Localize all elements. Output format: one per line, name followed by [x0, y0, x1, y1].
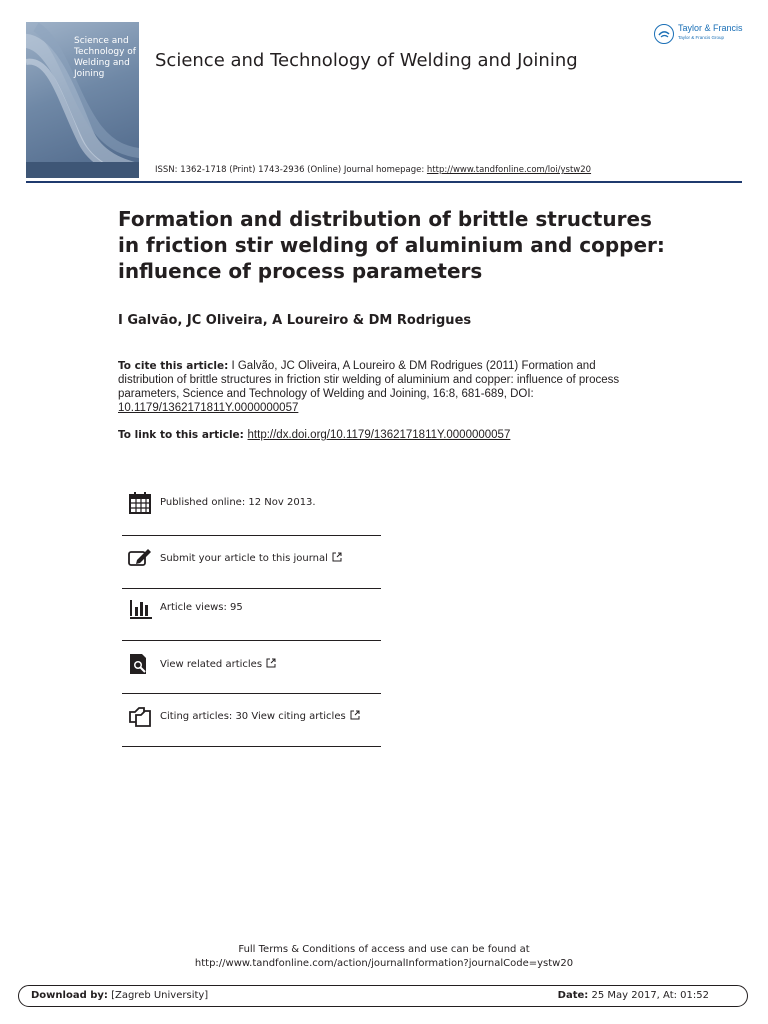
citation-block	[118, 359, 638, 415]
row-divider	[122, 746, 381, 747]
edit-icon	[128, 546, 152, 570]
citation-label: To cite this article:	[118, 360, 229, 372]
related-articles-row[interactable]	[122, 638, 381, 690]
download-date: Date: 25 May 2017, At: 01:52	[557, 990, 709, 1001]
article-title: Formation and distribution of brittle structures in friction stir welding of aluminium and copper: influence of process parameters	[118, 207, 665, 283]
article-link-label: To link to this article:	[118, 429, 248, 441]
cover-footer-strip	[26, 162, 139, 178]
submit-article-row[interactable]	[122, 532, 381, 584]
journal-title: Science and Technology of Welding and Joining	[155, 50, 578, 71]
article-link-block	[118, 429, 510, 441]
publisher-group: Taylor & Francis Group	[678, 35, 725, 40]
related-articles-link[interactable]: View related articles	[160, 658, 276, 670]
terms-url[interactable]: http://www.tandfonline.com/action/journalInformation?journalCode=ystw20	[194, 958, 574, 969]
published-online-label: Published online: 12 Nov 2013.	[160, 497, 316, 508]
calendar-icon	[128, 491, 152, 515]
issn-line	[155, 165, 591, 175]
citing-icon	[128, 704, 152, 728]
terms-line-1: Full Terms & Conditions of access and use can be found at	[238, 944, 530, 955]
issn-text: ISSN: 1362-1718 (Print) 1743-2936 (Online) Journal homepage:	[155, 165, 427, 175]
publisher-logo	[654, 22, 746, 48]
citation-doi-link[interactable]: 10.1179/1362171811Y.0000000057	[118, 402, 299, 414]
citation-text: I Galvão, JC Oliveira, A Loureiro & DM Rodrigues (2011) Formation and distribution of brittle structures in friction stir welding of aluminium and copper: influence of process parameters, Science and Technology of Welding and Joining, 16:8, 681-689, DOI:	[118, 360, 620, 400]
published-online-row	[122, 477, 381, 529]
external-link-icon	[266, 658, 276, 668]
cover-title: Science and Technology of Welding and Joining	[74, 36, 136, 79]
publisher-logo-icon	[654, 24, 674, 44]
citing-articles-row[interactable]	[122, 690, 381, 742]
external-link-icon	[350, 710, 360, 720]
external-link-icon	[332, 552, 342, 562]
downloaded-by: Download by: [Zagreb University]	[31, 990, 209, 1001]
article-doi-link[interactable]: http://dx.doi.org/10.1179/1362171811Y.0000000057	[247, 429, 511, 441]
journal-homepage-link[interactable]: http://www.tandfonline.com/loi/ystw20	[426, 165, 592, 175]
header-rule	[26, 181, 742, 183]
bar-chart-icon	[128, 596, 152, 620]
search-document-icon	[128, 652, 152, 676]
journal-cover-image	[26, 22, 139, 178]
terms-footer	[0, 943, 768, 971]
article-authors: I Galvão, JC Oliveira, A Loureiro & DM Rodrigues	[118, 313, 472, 328]
download-info-bar	[18, 985, 748, 1007]
article-views-row	[122, 582, 381, 634]
article-views-label: Article views: 95	[160, 602, 243, 613]
citing-articles-link[interactable]: Citing articles: 30 View citing articles	[160, 710, 360, 722]
publisher-name: Taylor & Francis	[678, 23, 743, 33]
submit-article-link[interactable]: Submit your article to this journal	[160, 552, 342, 564]
